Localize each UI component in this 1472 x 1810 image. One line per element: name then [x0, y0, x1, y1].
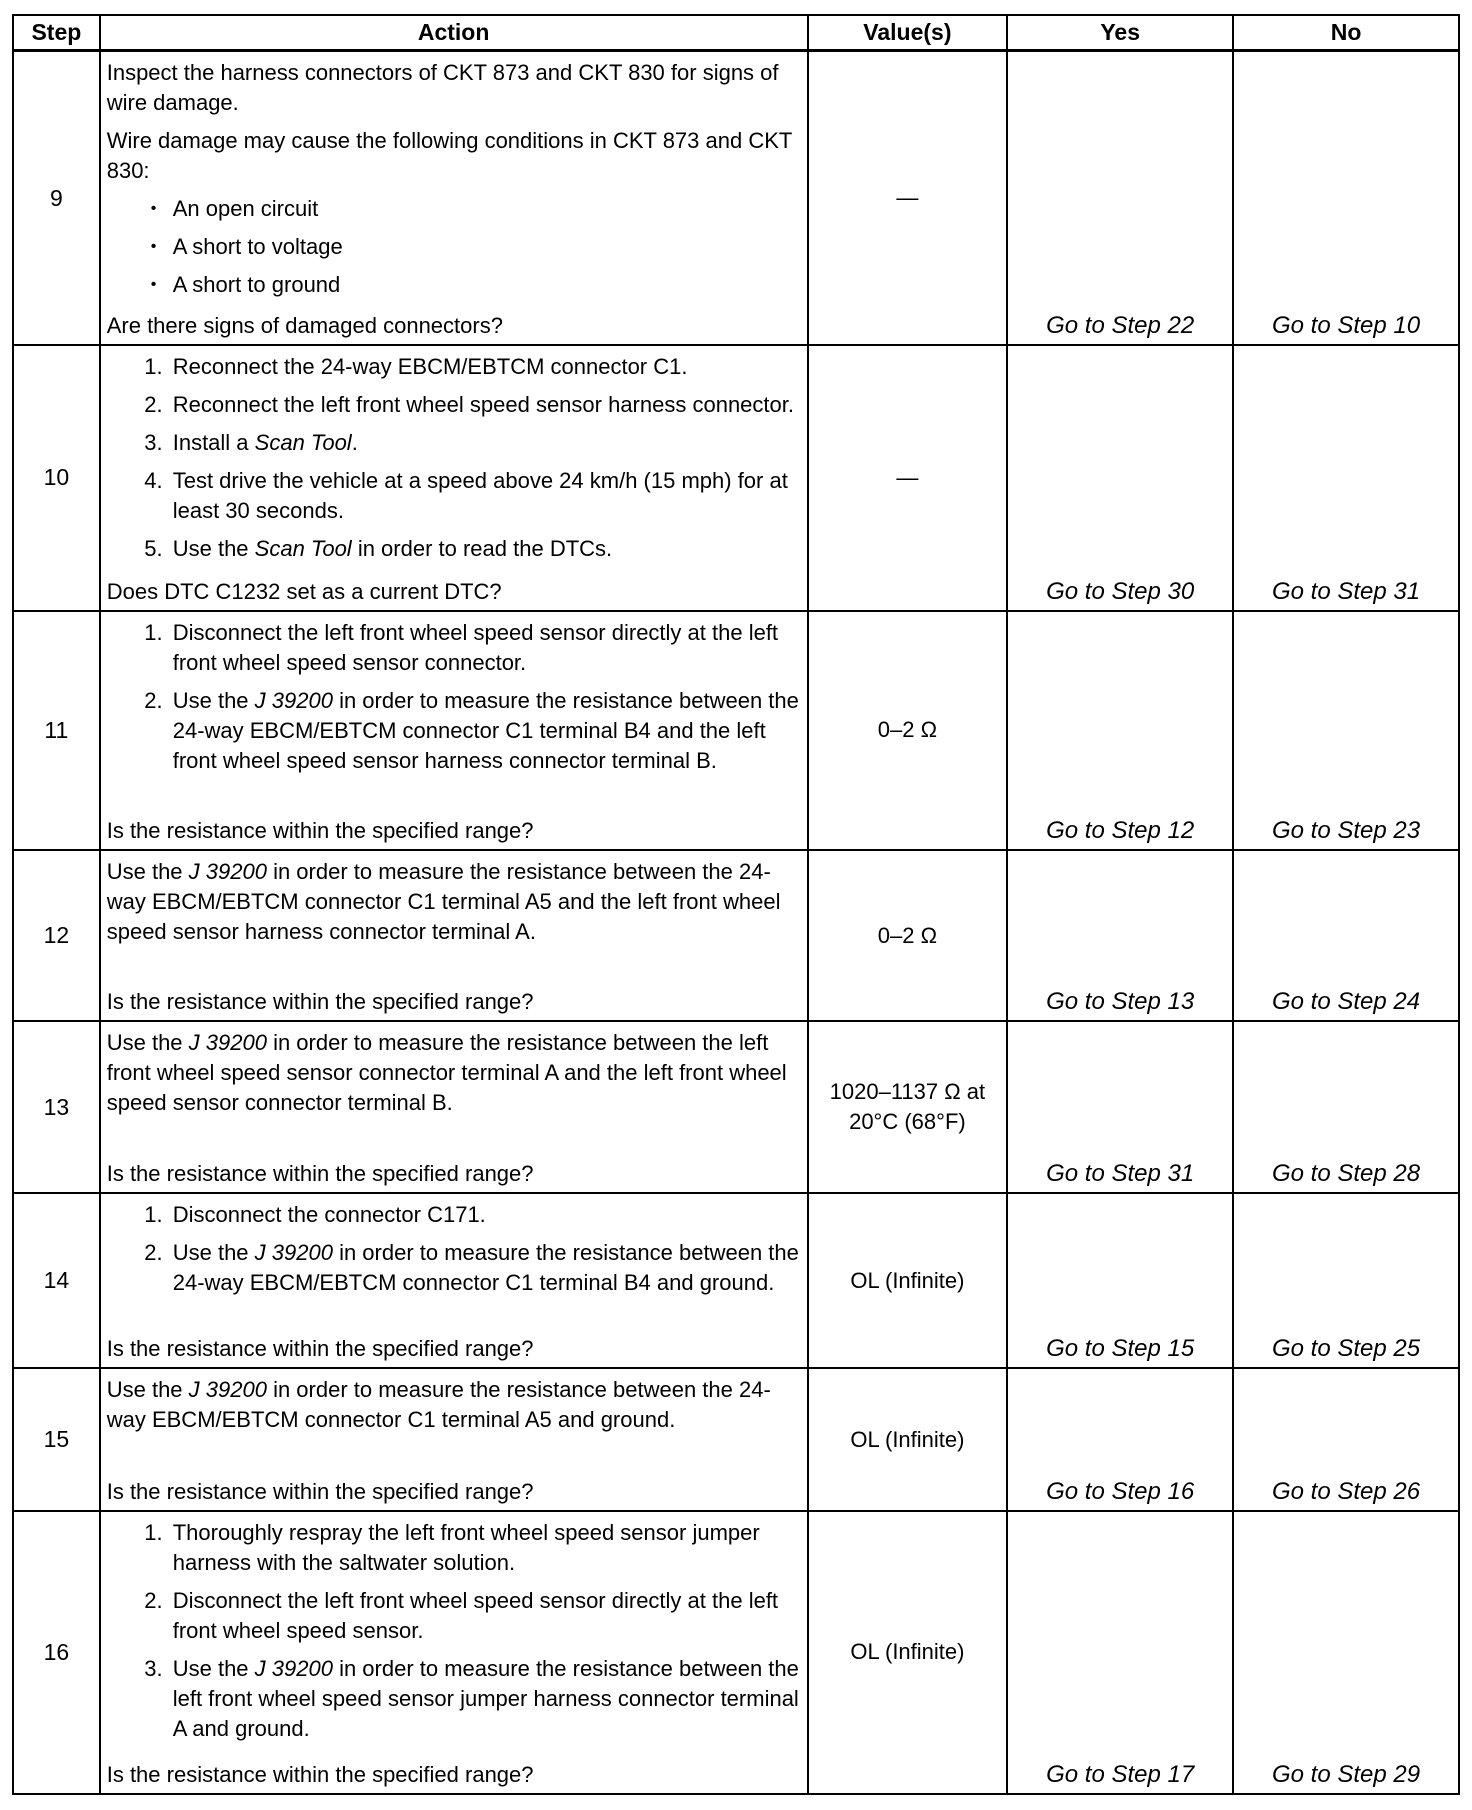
- list-item: 3. Use the J 39200 in order to measure the resistance between the left front wheel speed sensor jumper harness connector terminal A and ground.: [169, 1654, 801, 1744]
- action-cell: [100, 1193, 808, 1369]
- action-cell: [100, 51, 808, 346]
- step-number: 10: [13, 345, 100, 611]
- yes-cell: Go to Step 22: [1007, 51, 1233, 346]
- action-cell: [100, 1368, 808, 1510]
- value-cell: 0–2 Ω: [808, 850, 1008, 1022]
- action-text: Use the J 39200 in order to measure the resistance between the 24-way EBCM/EBTCM connector C1 terminal A5 and ground.: [106, 1377, 771, 1433]
- yes-cell: Go to Step 30: [1007, 345, 1233, 611]
- value-cell: OL (Infinite): [808, 1193, 1008, 1369]
- list-item: 2. Disconnect the left front wheel speed sensor directly at the left front wheel speed sensor.: [169, 1586, 801, 1646]
- list-item: 1. Reconnect the 24-way EBCM/EBTCM connector C1.: [169, 352, 801, 382]
- no-cell: Go to Step 26: [1233, 1368, 1459, 1510]
- no-cell: Go to Step 25: [1233, 1193, 1459, 1369]
- action-cell: [100, 1511, 808, 1794]
- table-row: [13, 850, 1459, 1022]
- step-number: 11: [13, 611, 100, 850]
- procedure-list: [107, 352, 801, 572]
- list-item: 1. Disconnect the connector C171.: [169, 1200, 801, 1230]
- yes-cell: Go to Step 15: [1007, 1193, 1233, 1369]
- list-item: 4. Test drive the vehicle at a speed above 24 km/h (15 mph) for at least 30 seconds.: [169, 466, 801, 526]
- no-cell: Go to Step 29: [1233, 1511, 1459, 1794]
- header-values: Value(s): [808, 15, 1008, 51]
- action-question: Is the resistance within the specified range?: [106, 1160, 534, 1186]
- procedure-list: [107, 618, 801, 784]
- table-row: [13, 51, 1459, 346]
- action-cell: [100, 345, 808, 611]
- no-cell: Go to Step 10: [1233, 51, 1459, 346]
- value-cell: 1020–1137 Ω at 20°C (68°F): [808, 1021, 1008, 1193]
- no-cell: Go to Step 23: [1233, 611, 1459, 850]
- yes-cell: Go to Step 16: [1007, 1368, 1233, 1510]
- list-item: 3. Install a Scan Tool.: [169, 428, 801, 458]
- table-row: [13, 345, 1459, 611]
- table-row: [13, 1368, 1459, 1510]
- no-cell: Go to Step 28: [1233, 1021, 1459, 1193]
- list-item: • An open circuit: [157, 194, 801, 224]
- yes-cell: Go to Step 17: [1007, 1511, 1233, 1794]
- step-number: 13: [13, 1021, 100, 1193]
- step-number: 15: [13, 1368, 100, 1510]
- table-row: [13, 1021, 1459, 1193]
- action-cell: [100, 611, 808, 850]
- action-question: Is the resistance within the specified range?: [106, 1762, 534, 1787]
- header-step: Step: [13, 15, 100, 51]
- list-item: 2. Use the J 39200 in order to measure the resistance between the 24-way EBCM/EBTCM connector C1 terminal B4 and the left front wheel speed sensor harness connector terminal B.: [169, 686, 801, 776]
- table-row: [13, 611, 1459, 850]
- yes-cell: Go to Step 31: [1007, 1021, 1233, 1193]
- yes-cell: Go to Step 13: [1007, 850, 1233, 1022]
- header-row: [13, 15, 1459, 51]
- action-question: Is the resistance within the specified range?: [106, 817, 534, 843]
- header-no: No: [1233, 15, 1459, 51]
- list-item: 1. Disconnect the left front wheel speed sensor directly at the left front wheel speed sensor connector.: [169, 618, 801, 678]
- value-cell: —: [808, 51, 1008, 346]
- list-item: 2. Use the J 39200 in order to measure the resistance between the 24-way EBCM/EBTCM connector C1 terminal B4 and ground.: [169, 1238, 801, 1298]
- action-question: Is the resistance within the specified range?: [106, 1478, 534, 1504]
- value-cell: 0–2 Ω: [808, 611, 1008, 850]
- list-item: 2. Reconnect the left front wheel speed sensor harness connector.: [169, 390, 801, 420]
- header-yes: Yes: [1007, 15, 1233, 51]
- list-item: • A short to voltage: [157, 232, 801, 262]
- action-question: Is the resistance within the specified range?: [106, 989, 534, 1015]
- value-cell: —: [808, 345, 1008, 611]
- action-question: Does DTC C1232 set as a current DTC?: [106, 578, 502, 604]
- table-row: [13, 1193, 1459, 1369]
- action-question: Is the resistance within the specified range?: [106, 1336, 534, 1362]
- procedure-list: [107, 1518, 801, 1752]
- action-text: Wire damage may cause the following conditions in CKT 873 and CKT 830:: [106, 128, 792, 183]
- action-text: Inspect the harness connectors of CKT 873 and CKT 830 for signs of wire damage.: [106, 60, 779, 115]
- diagnostic-table: [12, 14, 1460, 1795]
- action-text: Use the J 39200 in order to measure the resistance between the left front wheel speed sensor connector terminal A and the left front wheel speed sensor connector terminal B.: [106, 1030, 787, 1116]
- action-question: Are there signs of damaged connectors?: [106, 313, 503, 338]
- action-cell: [100, 1021, 808, 1193]
- value-cell: OL (Infinite): [808, 1368, 1008, 1510]
- step-number: 16: [13, 1511, 100, 1794]
- action-cell: [100, 850, 808, 1022]
- no-cell: Go to Step 31: [1233, 345, 1459, 611]
- step-number: 9: [13, 51, 100, 346]
- list-item: • A short to ground: [157, 270, 801, 300]
- condition-list: [107, 194, 801, 308]
- value-cell: OL (Infinite): [808, 1511, 1008, 1794]
- table-row: [13, 1511, 1459, 1794]
- action-text: Use the J 39200 in order to measure the resistance between the 24-way EBCM/EBTCM connector C1 terminal A5 and the left front wheel speed sensor harness connector terminal A.: [106, 858, 781, 944]
- procedure-list: [107, 1200, 801, 1306]
- header-action: Action: [100, 15, 808, 51]
- step-number: 14: [13, 1193, 100, 1369]
- list-item: 1. Thoroughly respray the left front wheel speed sensor jumper harness with the saltwater solution.: [169, 1518, 801, 1578]
- no-cell: Go to Step 24: [1233, 850, 1459, 1022]
- step-number: 12: [13, 850, 100, 1022]
- yes-cell: Go to Step 12: [1007, 611, 1233, 850]
- list-item: 5. Use the Scan Tool in order to read the DTCs.: [169, 534, 801, 564]
